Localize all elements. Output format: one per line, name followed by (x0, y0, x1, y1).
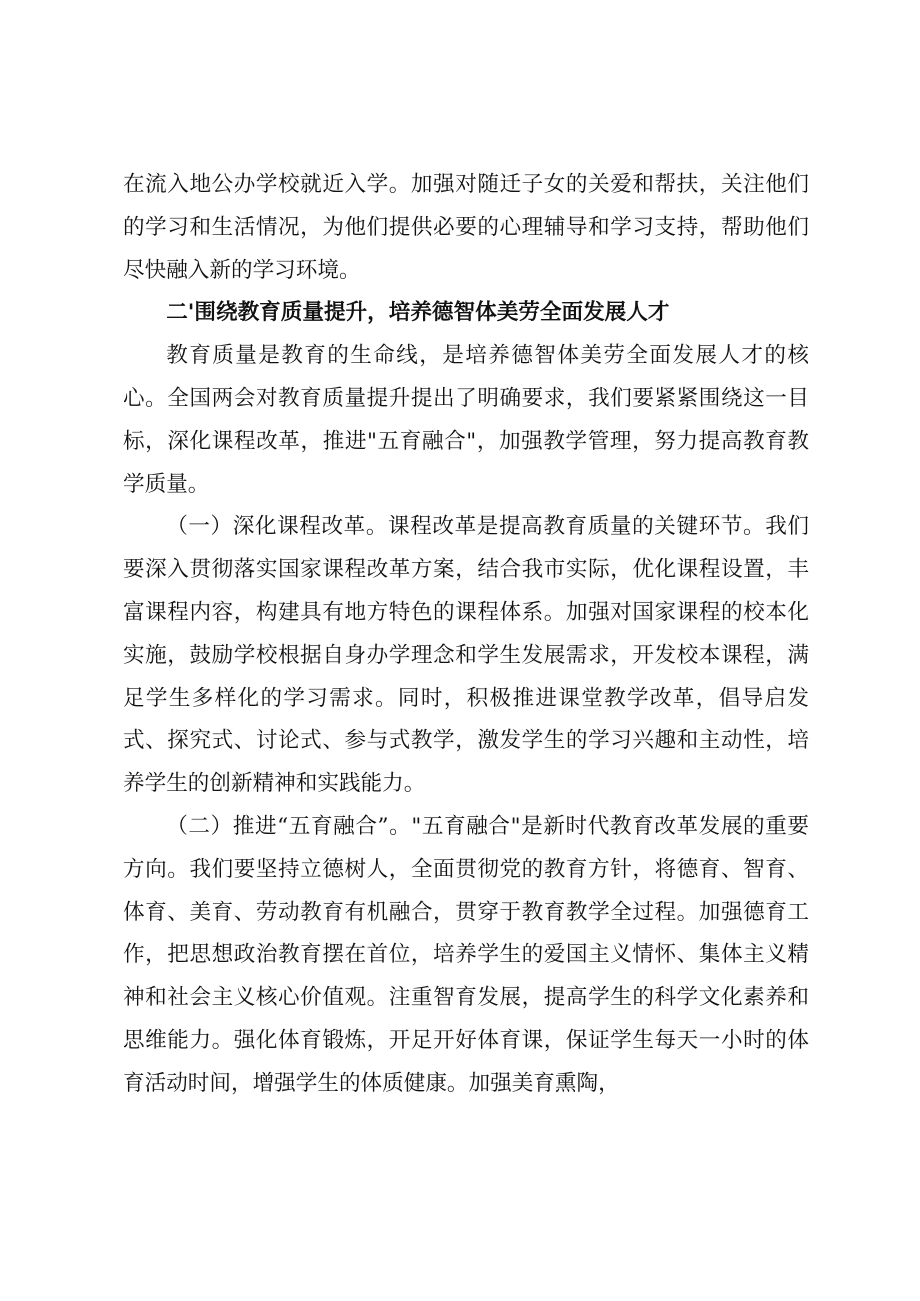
paragraph-curriculum-reform: （一）深化课程改革。课程改革是提高教育质量的关键环节。我们要深入贯彻落实国家课程改革方案，结合我市实际，优化课程设置，丰富课程内容，构建具有地方特色的课程体系。加强对国家课程的校本化实施，鼓励学校根据自身办学理念和学生发展需求，开发校本课程，满足学生多样化的学习需求。同时，积极推进课堂教学改革，倡导启发式、探究式、讨论式、参与式教学，激发学生的学习兴趣和主动性，培养学生的创新精神和实践能力。 (123, 514, 809, 797)
document-body (123, 164, 809, 1106)
paragraph-intro: 教育质量是教育的生命线，是培养德智体美劳全面发展人才的核心。全国两会对教育质量提升提出了明确要求，我们要紧紧围绕这一目标，深化课程改革，推进"五育融合"，加强教学管理，努力提高教育教学质量。 (123, 343, 809, 497)
paragraph-continuation: 在流入地公办学校就近入学。加强对随迁子女的关爱和帮扶，关注他们的学习和生活情况，为他们提供必要的心理辅导和学习支持，帮助他们尽快融入新的学习环境。 (123, 172, 809, 283)
paragraph-five-education-integration: （二）推进“五育融合”。"五育融合"是新时代教育改革发展的重要方向。我们要坚持立德树人，全面贯彻党的教育方针，将德育、智育、体育、美育、劳动教育有机融合，贯穿于教育教学全过程。加强德育工作，把思想政治教育摆在首位，培养学生的爱国主义情怀、集体主义精神和社会主义核心价值观。注重智育发展，提高学生的科学文化素养和思维能力。强化体育锻炼，开足开好体育课，保证学生每天一小时的体育活动时间，增强学生的体质健康。加强美育熏陶， (123, 813, 809, 1096)
section-heading: 二'围绕教育质量提升，培养德智体美劳全面发展人才 (166, 300, 670, 326)
